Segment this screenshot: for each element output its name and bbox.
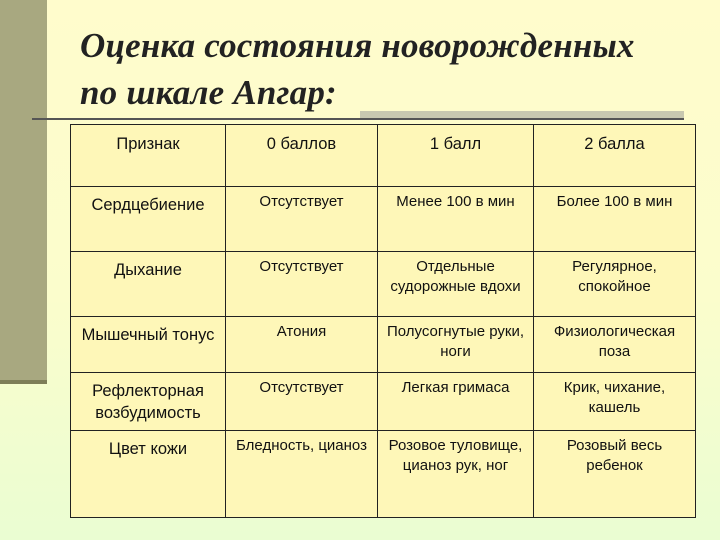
score-2-cell: Розовый весь ребенок	[534, 431, 696, 518]
score-0-cell: Отсутствует	[226, 187, 378, 252]
score-2-cell: Физиологическая поза	[534, 317, 696, 373]
slide-title-line1: Оценка состояния новорожденных	[80, 26, 635, 65]
table-row	[71, 373, 696, 431]
score-2-cell: Более 100 в мин	[534, 187, 696, 252]
header-score-2: 2 балла	[534, 125, 696, 187]
table-row	[71, 187, 696, 252]
feature-cell: Дыхание	[71, 252, 226, 317]
table-row	[71, 252, 696, 317]
slide-title-line2: по шкале Апгар:	[80, 73, 337, 112]
apgar-table	[70, 124, 696, 518]
score-1-cell: Легкая гримаса	[378, 373, 534, 431]
slide-title	[80, 22, 635, 116]
score-0-cell: Бледность, цианоз	[226, 431, 378, 518]
title-rule	[32, 118, 684, 120]
header-score-1: 1 балл	[378, 125, 534, 187]
feature-cell: Сердцебиение	[71, 187, 226, 252]
score-1-cell: Розовое туловище, цианоз рук, ног	[378, 431, 534, 518]
score-1-cell: Отдельные судорожные вдохи	[378, 252, 534, 317]
header-feature: Признак	[71, 125, 226, 187]
score-1-cell: Менее 100 в мин	[378, 187, 534, 252]
score-0-cell: Отсутствует	[226, 373, 378, 431]
title-rule-accent	[360, 111, 684, 118]
left-band-rule	[0, 380, 47, 384]
score-0-cell: Отсутствует	[226, 252, 378, 317]
score-1-cell: Полусогнутые руки, ноги	[378, 317, 534, 373]
score-0-cell: Атония	[226, 317, 378, 373]
score-2-cell: Крик, чихание, кашель	[534, 373, 696, 431]
left-decorative-band	[0, 0, 47, 384]
header-score-0: 0 баллов	[226, 125, 378, 187]
feature-cell: Рефлекторная возбудимость	[71, 373, 226, 431]
score-2-cell: Регулярное, спокойное	[534, 252, 696, 317]
feature-cell: Цвет кожи	[71, 431, 226, 518]
table-header-row	[71, 125, 696, 187]
feature-cell: Мышечный тонус	[71, 317, 226, 373]
table-row	[71, 431, 696, 518]
table-row	[71, 317, 696, 373]
